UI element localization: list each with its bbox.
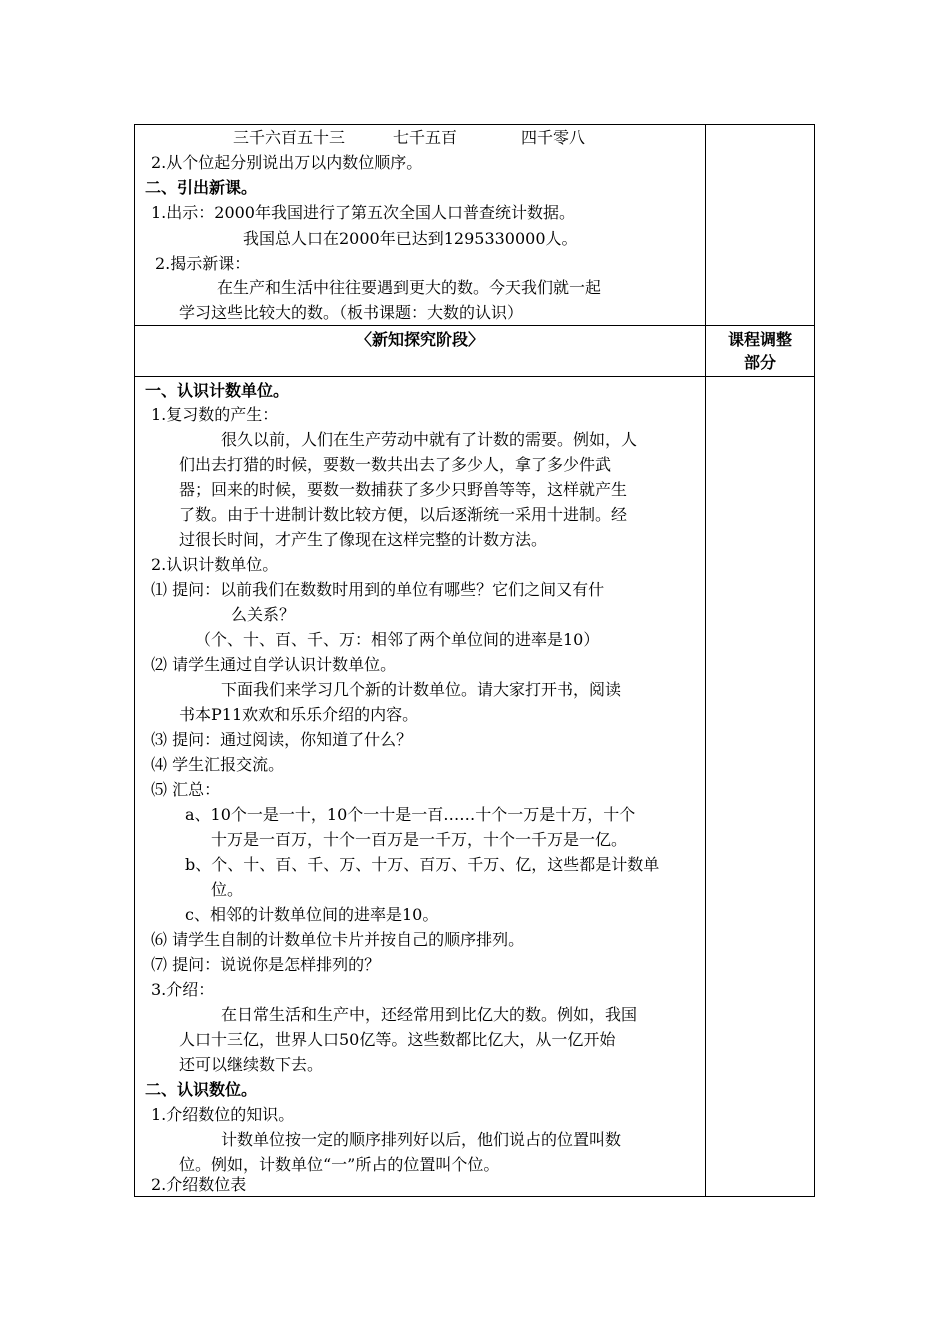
list-item: ⑹ 请学生自制的计数单位卡片并按自己的顺序排列。 [151,930,525,949]
paragraph-line: 们出去打猎的时候，要数一数共出去了多少人，拿了多少件武 [179,455,612,474]
number-example-2: 七千五百 [393,128,458,147]
paragraph-line: 了数。由于十进制计数比较方便，以后逐渐统一采用十进制。经 [179,505,628,524]
paragraph-line: 过很长时间，才产生了像现在这样完整的计数方法。 [179,530,548,549]
paragraph-line: 还可以继续数下去。 [179,1055,324,1074]
side-header-line-1: 课程调整 [727,330,792,349]
list-item: 1.出示：2000年我国进行了第五次全国人口普查统计数据。 [151,203,575,222]
list-item: ⑺ 提问：说说你是怎样排列的？ [151,955,381,974]
list-item: 2.揭示新课： [155,254,251,273]
row-divider [135,325,814,326]
row-divider [135,376,814,377]
paragraph-line: 在日常生活和生产中，还经常用到比亿大的数。例如，我国 [221,1005,638,1024]
paragraph-line: 我国总人口在2000年已达到1295330000人。 [243,229,578,248]
list-item: ⑸ 汇总： [151,780,221,799]
paragraph-line: 书本P11欢欢和乐乐介绍的内容。 [179,705,419,724]
list-item: ⑵ 请学生通过自学认识计数单位。 [151,655,397,674]
list-item: 3.介绍： [151,980,215,999]
list-item: ⑷ 学生汇报交流。 [151,755,285,774]
paragraph-line: 下面我们来学习几个新的计数单位。请大家打开书，阅读 [221,680,622,699]
side-column-header [706,328,814,374]
paragraph-line: （个、十、百、千、万：相邻了两个单位间的进率是10） [195,630,600,649]
list-item: ⑴ 提问：以前我们在数数时用到的单位有哪些？它们之间又有什 [151,580,605,599]
paragraph-line: b、个、十、百、千、万、十万、百万、千万、亿，这些都是计数单 [185,855,660,874]
paragraph-line: a、10个一是一十，10个一十是一百……十个一万是十万，十个 [185,805,636,824]
section-heading: 二、引出新课。 [145,178,258,197]
paragraph-line: 位。 [211,880,244,899]
list-item: 1.复习数的产生： [151,405,279,424]
paragraph-line: 计数单位按一定的顺序排列好以后，他们说占的位置叫数 [221,1130,622,1149]
list-item: 1.介绍数位的知识。 [151,1105,295,1124]
list-item: 2.认识计数单位。 [151,555,279,574]
list-item: 2.介绍数位表 [151,1175,247,1194]
section-heading: 一、认识计数单位。 [145,381,290,400]
list-item: ⑶ 提问：通过阅读，你知道了什么？ [151,730,413,749]
column-divider [705,125,706,1196]
paragraph-line: 十万是一百万，十个一百万是一千万，十个一千万是一亿。 [211,830,628,849]
paragraph-line: 很久以前，人们在生产劳动中就有了计数的需要。例如，人 [221,430,638,449]
number-example-1: 三千六百五十三 [233,128,346,147]
paragraph-line: 学习这些比较大的数。（板书课题：大数的认识） [179,303,524,322]
side-header-line-2: 部分 [743,353,776,372]
lesson-table [134,124,815,1197]
paragraph-line: 器；回来的时候，要数一数捕获了多少只野兽等等，这样就产生 [179,480,628,499]
number-example-3: 四千零八 [521,128,586,147]
paragraph-line: c、相邻的计数单位间的进率是10。 [185,905,439,924]
paragraph-line: 人口十三亿，世界人口50亿等。这些数都比亿大，从一亿开始 [179,1030,616,1049]
section-heading: 二、认识数位。 [145,1080,258,1099]
paragraph-line: 么关系？ [231,605,296,624]
paragraph-line: 在生产和生活中往往要遇到更大的数。今天我们就一起 [217,278,602,297]
paragraph-line: 位。例如，计数单位“一”所占的位置叫个位。 [179,1155,500,1174]
stage-title: 〈新知探究阶段〉 [355,330,484,349]
list-item: 2.从个位起分别说出万以内数位顺序。 [151,153,423,172]
